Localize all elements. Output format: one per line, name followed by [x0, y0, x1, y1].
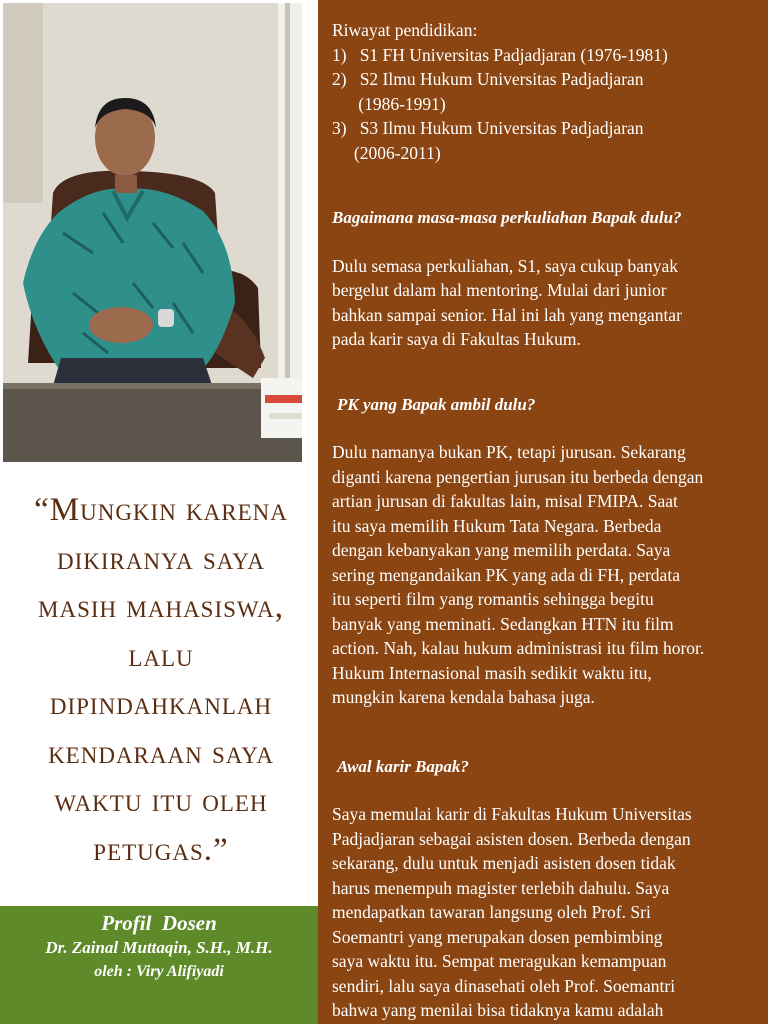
answer-line: banyak yang meminati. Sedangkan HTN itu film — [332, 613, 674, 634]
interview-content — [332, 18, 764, 1023]
quote-line: “Mungkin karena — [34, 492, 288, 528]
answer-line: harus menempuh magister terlebih dahulu. Saya — [332, 877, 670, 898]
quote-line: waktu itu oleh — [54, 783, 268, 819]
profile-banner — [0, 906, 318, 1024]
profile-name: Dr. Zainal Muttaqin, S.H., M.H. — [45, 938, 273, 957]
education-heading: Riwayat pendidikan: — [332, 20, 478, 40]
answer-line: mungkin karena kendala bahasa juga. — [332, 687, 595, 707]
quote-line: dipindahkanlah — [49, 686, 273, 722]
answer-line: bahkan sampai senior. Hal ini lah yang mengantar — [332, 304, 682, 325]
answer-line: diganti karena pengertian jurusan itu berbeda dengan — [332, 466, 704, 487]
answer-line: Saya memulai karir di Fakultas Hukum Universitas — [332, 804, 692, 824]
education-item: 2) S2 Ilmu Hukum Universitas Padjadjaran — [332, 69, 644, 89]
answer-line: bergelut dalam hal mentoring. Mulai dari junior — [332, 280, 667, 300]
lecturer-photo — [3, 3, 302, 462]
answer-line: Hukum Internasional masih sedikit waktu itu, — [332, 662, 652, 683]
quote-line: masih mahasiswa, — [38, 589, 284, 625]
education-item: 3) S3 Ilmu Hukum Universitas Padjadjaran — [332, 118, 644, 138]
answer-line: Dulu semasa perkuliahan, S1, saya cukup banyak — [332, 255, 679, 276]
answer-line: itu seperti film yang romantis sehingga begitu — [332, 589, 654, 609]
quote-line: kendaraan saya — [48, 734, 274, 771]
answer-block — [332, 440, 764, 710]
answer-line: dengan kebanyakan yang memilih perdata. Saya — [332, 540, 671, 560]
answer-line: sering mengandaikan PK yang ada di FH, perdata — [332, 564, 680, 585]
answer-line: mendapatkan tawaran langsung oleh Prof. Sri — [332, 902, 651, 922]
quote-line: lalu — [128, 637, 194, 674]
answer-block — [332, 254, 764, 352]
answer-line: Padjadjaran sebagai asisten dosen. Berbeda dengan — [332, 828, 691, 849]
left-column — [0, 0, 318, 1024]
quote-line: dikiranya saya — [57, 540, 265, 577]
question-heading: PK yang Bapak ambil dulu? — [337, 394, 536, 414]
profile-title: Profil Dosen — [101, 911, 217, 935]
profile-byline: oleh : Viry Alifiyadi — [94, 963, 224, 980]
question-heading: Awal karir Bapak? — [337, 756, 469, 776]
answer-line: Dulu namanya bukan PK, tetapi jurusan. Sekarang — [332, 442, 686, 462]
answer-line: bahwa yang menilai bisa tidaknya kamu adalah — [332, 1000, 664, 1020]
answer-line: Soemantri yang merupakan dosen pembimbing — [332, 926, 663, 947]
question-heading: Bagaimana masa-masa perkuliahan Bapak dulu? — [332, 208, 682, 227]
answer-line: pada karir saya di Fakultas Hukum. — [332, 329, 581, 349]
answer-block — [332, 802, 764, 1023]
answer-line: itu saya memilih Hukum Tata Negara. Berbeda — [332, 515, 662, 536]
answer-line: artian jurusan di fakultas lain, misal FMIPA. Saat — [332, 491, 678, 511]
education-item: 1) S1 FH Universitas Padjadjaran (1976-1981) — [332, 44, 668, 65]
interview-column — [318, 0, 768, 1024]
education-item: (1986-1991) — [332, 93, 446, 114]
answer-line: saya waktu itu. Sempat meragukan kemampuan — [332, 951, 667, 971]
quote-line: petugas.” — [93, 831, 229, 868]
answer-line: sendiri, lalu saya dinasehati oleh Prof. Soemantri — [332, 975, 676, 996]
education-item: (2006-2011) — [332, 142, 441, 163]
pull-quote — [8, 486, 314, 874]
answer-line: sekarang, dulu untuk menjadi asisten dosen tidak — [332, 853, 676, 873]
answer-line: action. Nah, kalau hukum administrasi itu film horor. — [332, 638, 705, 658]
